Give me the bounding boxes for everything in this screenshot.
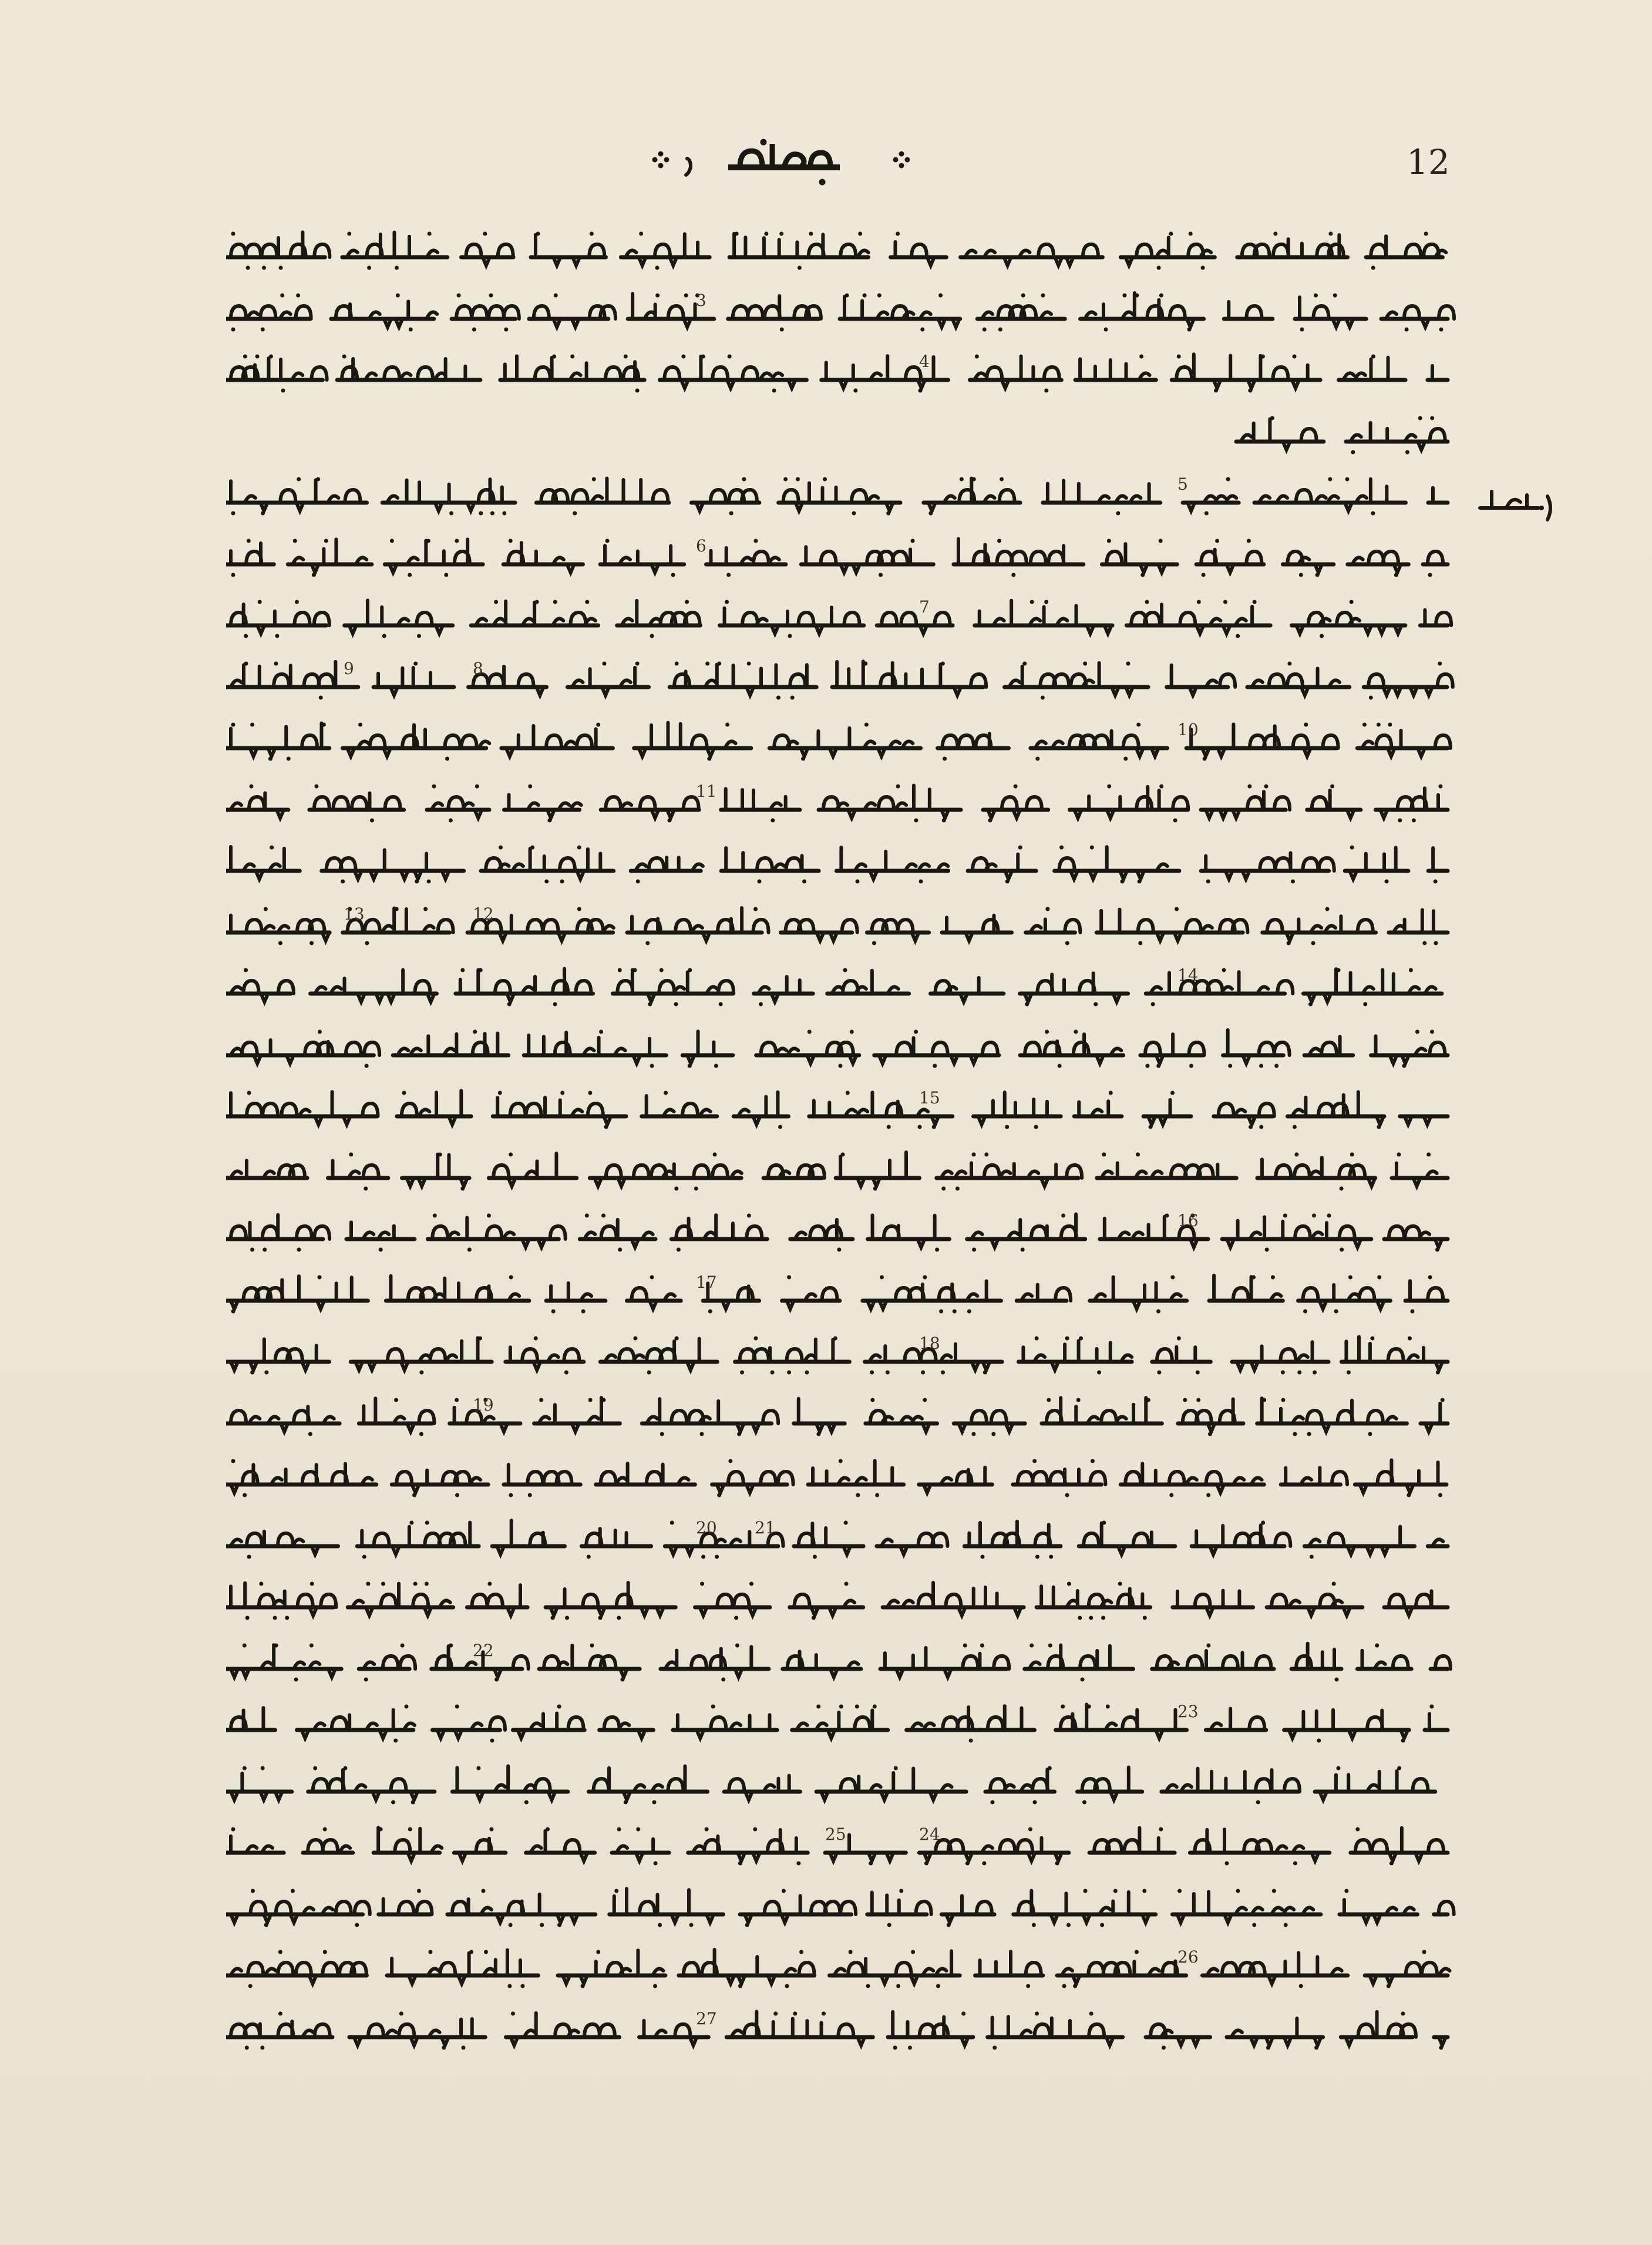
syriac-script-line <box>226 1573 1459 1632</box>
text-line <box>226 1450 1459 1509</box>
verse-number: 25 <box>825 1825 846 1844</box>
verse-number: 21 <box>755 1517 776 1537</box>
text-line <box>226 1389 1459 1448</box>
text-line <box>226 653 1459 712</box>
verse-number: 10 <box>1177 720 1199 739</box>
text-line <box>226 2003 1459 2062</box>
verse-number: 11 <box>696 781 717 801</box>
verse-number: 14 <box>1177 965 1199 985</box>
text-line <box>226 469 1459 527</box>
verse-number: 9 <box>344 658 354 678</box>
verse-number: 27 <box>696 2008 717 2028</box>
text-line <box>226 285 1459 344</box>
syriac-script-line <box>226 1144 1459 1203</box>
verse-number: 13 <box>344 904 365 924</box>
syriac-script-line <box>226 591 1459 650</box>
verse-number: 12 <box>473 904 494 924</box>
syriac-script-line <box>226 1880 1459 1939</box>
verse-number: 16 <box>1177 1211 1199 1230</box>
text-line <box>226 1696 1459 1755</box>
syriac-script-line <box>226 714 1459 773</box>
syriac-script-line <box>226 469 1459 527</box>
text-line <box>226 1819 1459 1877</box>
syriac-script-line <box>226 1082 1459 1141</box>
verse-number: 18 <box>919 1334 940 1353</box>
text-line <box>226 1267 1459 1325</box>
text-line <box>226 1573 1459 1632</box>
verse-number: 7 <box>919 597 930 617</box>
syriac-script-line <box>226 1021 1459 1080</box>
text-line <box>226 1880 1459 1939</box>
text-line <box>226 776 1459 834</box>
text-line <box>226 346 1459 405</box>
syriac-script-line <box>226 1635 1459 1694</box>
text-line <box>226 1144 1459 1203</box>
syriac-script-line <box>226 1941 1459 2000</box>
page-header <box>0 135 1652 188</box>
verse-number: 4 <box>919 352 930 371</box>
syriac-script-line <box>226 1696 1459 1755</box>
text-line <box>226 1758 1459 1816</box>
syriac-script-line <box>226 1758 1459 1816</box>
text-line <box>226 960 1459 1018</box>
text-line <box>226 408 1459 466</box>
running-head-syriac <box>646 135 922 188</box>
syriac-script-line <box>226 1512 1459 1571</box>
syriac-script-line <box>226 1267 1459 1325</box>
syriac-script-line <box>226 285 1459 344</box>
verse-number: 8 <box>473 658 483 678</box>
syriac-script-line <box>226 2003 1459 2062</box>
syriac-script-line <box>226 898 1459 957</box>
text-line <box>226 1021 1459 1080</box>
syriac-script-line <box>226 1205 1459 1264</box>
syriac-script-line <box>226 653 1459 712</box>
verse-number: 15 <box>919 1088 940 1108</box>
syriac-script-line <box>226 837 1459 896</box>
text-line <box>226 1941 1459 2000</box>
text-line <box>226 1635 1459 1694</box>
text-line <box>226 530 1459 589</box>
text-line <box>226 1512 1459 1571</box>
page-number: 12 <box>1407 142 1450 182</box>
syriac-script-line <box>226 776 1459 834</box>
text-line <box>226 1082 1459 1141</box>
syriac-text-block <box>226 223 1459 2044</box>
text-line <box>226 1328 1459 1386</box>
text-line <box>226 223 1459 282</box>
margin-note-syriac <box>1474 484 1562 526</box>
syriac-script-line <box>226 346 1459 405</box>
margin-note <box>1474 484 1562 526</box>
verse-number: 24 <box>919 1825 940 1844</box>
syriac-script-line <box>226 223 1459 282</box>
text-line <box>226 591 1459 650</box>
verse-number: 6 <box>696 536 706 556</box>
syriac-script-line <box>226 1389 1459 1448</box>
syriac-script-line <box>226 530 1459 589</box>
text-line <box>226 1205 1459 1264</box>
syriac-script-line <box>226 1450 1459 1509</box>
verse-number: 3 <box>696 290 706 310</box>
text-line <box>226 837 1459 896</box>
verse-number: 17 <box>696 1272 717 1292</box>
text-line <box>226 714 1459 773</box>
syriac-script-line <box>226 960 1459 1018</box>
verse-number: 23 <box>1177 1702 1199 1721</box>
syriac-script-line <box>226 408 1459 466</box>
syriac-script-line <box>226 1328 1459 1386</box>
verse-number: 20 <box>696 1517 717 1537</box>
verse-number: 19 <box>473 1395 494 1415</box>
verse-number: 26 <box>1177 1947 1199 1967</box>
verse-number: 5 <box>1177 474 1188 494</box>
text-line <box>226 898 1459 957</box>
verse-number: 22 <box>473 1640 494 1660</box>
